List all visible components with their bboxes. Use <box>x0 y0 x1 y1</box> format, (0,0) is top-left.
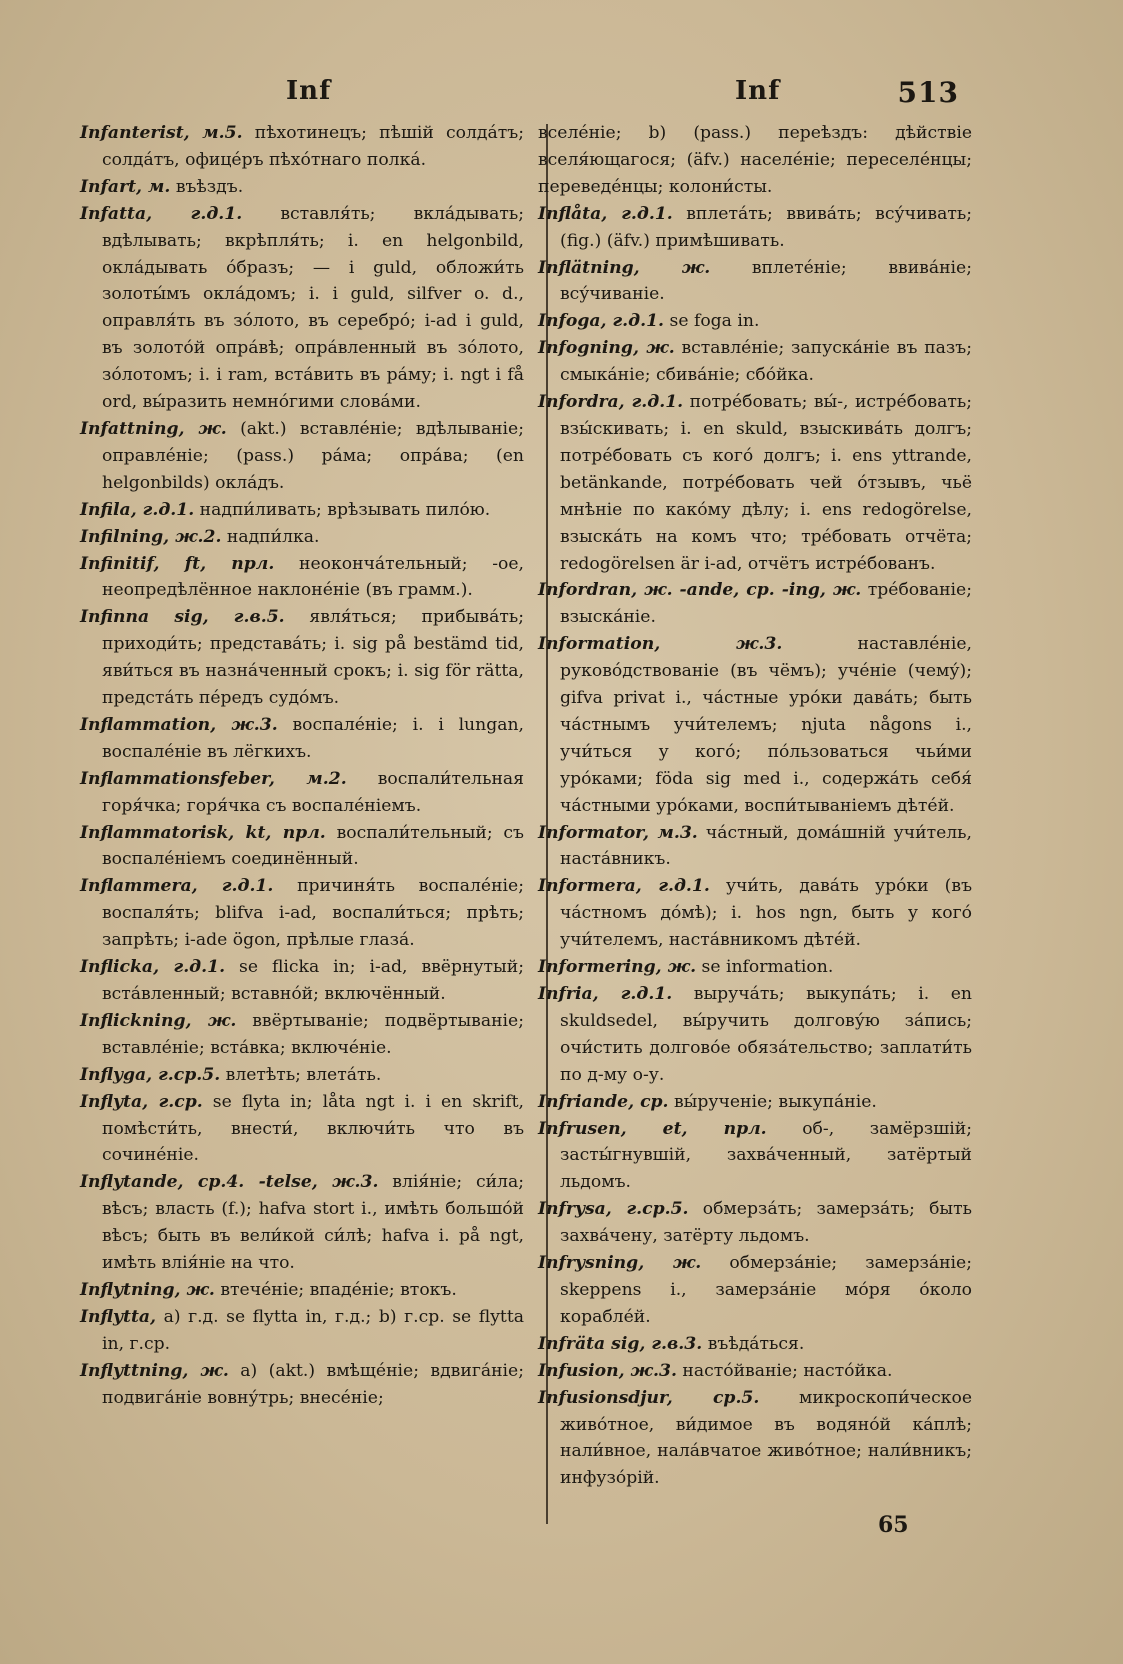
dictionary-entry <box>538 255 972 309</box>
dictionary-entry <box>538 1358 972 1385</box>
dictionary-entry <box>80 497 524 524</box>
dictionary-entry <box>538 201 972 255</box>
entry-headword: Inflyttning, ж. <box>80 1360 229 1381</box>
entry-definition: a) (akt.) вмѣщéніе; вдвига́ніе; подвига́ніе вовну́трь; внесéніе; <box>102 1360 524 1408</box>
dictionary-entry <box>80 1089 524 1170</box>
dictionary-entry <box>538 1196 972 1250</box>
dictionary-entry <box>538 1250 972 1331</box>
entry-headword: Infinitif, ft, прл. <box>80 553 275 574</box>
entry-headword: Inflammation, ж.3. <box>80 714 278 735</box>
dictionary-entry <box>538 954 972 981</box>
dictionary-entry <box>80 954 524 1008</box>
entry-definition: вплетéніе; ввива́ніе; всу́чиваніе. <box>560 257 972 305</box>
entry-definition: (akt.) вставлéніе; вдѣлываніе; оправлéніе; (pass.) ра́ма; опра́ва; (en helgonbilds) окла́дъ. <box>102 418 524 493</box>
entry-headword: Infusion, ж.3. <box>538 1360 677 1381</box>
entry-definition: влія́ніе; си́ла; вѣсъ; власть (f.); hafva stort i., имѣть большо́й вѣсъ; быть въ вели́кой си́лѣ; hafva i. på ngt, имѣть влія́ніе на что. <box>102 1172 524 1274</box>
page-number: 513 <box>897 76 959 109</box>
entry-definition: пѣхотинецъ; пѣшій солдáтъ; солдáтъ, офицéръ пѣхóтнаго полкá. <box>102 123 524 170</box>
entry-definition: влетѣть; влета́ть. <box>220 1064 382 1085</box>
entry-definition: об-, замёрзшій; засты́гнувшій, захва́ченный, затёртый льдомъ. <box>560 1118 972 1193</box>
entry-headword: Infrysa, г.ср.5. <box>538 1199 689 1220</box>
entry-headword: Infordran, ж. -ande, ср. -ing, ж. <box>538 580 862 601</box>
entry-headword: Inflicka, г.д.1. <box>80 957 226 978</box>
dictionary-entry <box>80 766 524 820</box>
entry-headword: Inflickning, ж. <box>80 1010 237 1031</box>
dictionary-entry <box>538 308 972 335</box>
entry-headword: Infoga, г.д.1. <box>538 311 665 332</box>
entry-definition: ча́стный, дома́шній учи́тель, наста́вникъ. <box>560 822 972 870</box>
entry-definition: въѣздъ. <box>170 176 244 197</box>
dictionary-entry <box>80 551 524 605</box>
entry-headword: Informering, ж. <box>538 957 697 978</box>
entry-headword: Informator, м.3. <box>538 822 698 843</box>
entry-headword: Inflammera, г.д.1. <box>80 876 274 897</box>
dictionary-entry <box>538 577 972 631</box>
dictionary-entry <box>538 1331 972 1358</box>
entry-definition: вставля́ть; вкла́дывать; вдѣлывать; вкрѣпля́ть; i. en helgonbild, окла́дывать óбразъ; — i guld, обложи́ть золоты́мъ окла́домъ; i. i guld, silfver o. d., оправля́ть въ зóлото, въ серебрó; i-ad i guld, въ золото́й опра́вѣ; опра́вленный въ зóлото, зóлотомъ; i. i ram, вста́вить въ ра́му; i. ngt i få ord, вы́разить немнóгими словáми. <box>102 203 524 413</box>
right-column <box>538 120 972 1492</box>
entry-definition: надпи́лка. <box>221 526 320 547</box>
entry-headword: Infrusen, et, прл. <box>538 1118 767 1139</box>
entry-headword: Infräta sig, г.в.3. <box>538 1333 703 1354</box>
dictionary-entry <box>538 1089 972 1116</box>
entry-headword: Infinna sig, г.в.5. <box>80 607 285 628</box>
entry-definition: насто́йваніе; насто́йка. <box>676 1360 893 1381</box>
dictionary-entry <box>80 174 524 201</box>
entry-headword: Infria, г.д.1. <box>538 984 673 1004</box>
entry-definition: вселéніе; b) (pass.) переѣздъ: дѣйствіе вселя́ющагося; (äfv.) населéніе; переселéнцы; переведéнцы; колони́сты. <box>538 123 972 197</box>
dictionary-entry <box>80 604 524 712</box>
entry-headword: Inflyta, г.ср. <box>80 1091 203 1112</box>
entry-definition: вставлéніе; запуска́ніе въ пазъ; смыка́ніе; сбива́ніе; сбо́йка. <box>560 338 972 386</box>
entry-headword: Inflytta, <box>80 1306 157 1327</box>
entry-definition: вы́рученіе; выкупа́ніе. <box>668 1091 877 1112</box>
entry-definition: наставлéніе, руковóдствованіе (въ чёмъ); учéніе (чему́); gifva privat i., ча́стные уро́ки дава́ть; быть ча́стнымъ учи́телемъ; njuta någons i., учи́ться у кого́; по́льзоваться чьи́ми уро́ками; föda sig med i., содержа́ть себя́ ча́стными уро́ками, воспи́тываніемъ дѣтéй. <box>560 634 972 816</box>
entry-definition: se flicka in; i-ad, ввёрнутый; вста́вленный; вставно́й; включённый. <box>102 957 524 1004</box>
entry-headword: Infogning, ж. <box>538 338 675 359</box>
entry-definition: потрéбовать; вы́-, истрéбовать; взы́скивать; i. en skuld, взыскива́ть долгъ; потрéбовать съ кого́ долгъ; i. ens yttrande, betänkande, потрéбовать чей о́тзывъ, чьё мнѣніе по како́му дѣлу; i. ens redogörelse, взыска́ть на комъ что; трéбовать отчёта; redogörelsen är i-ad, отчётъ истрéбованъ. <box>560 392 973 574</box>
dictionary-entry <box>538 981 972 1089</box>
entry-definition: se foga in. <box>664 311 760 332</box>
dictionary-entry <box>80 120 524 174</box>
entry-definition: микроскопи́ческое живо́тное, ви́димое въ водяно́й ка́плѣ; нали́вное, нала́вчатое живо́тное; нали́вникъ; инфузо́рій. <box>560 1387 972 1489</box>
entry-definition: воспали́тельный; съ воспалéніемъ соединённый. <box>102 822 524 870</box>
entry-headword: Inflytning, ж. <box>80 1279 215 1300</box>
header-left-guide-word: Inf <box>286 76 332 106</box>
signature-mark: 65 <box>878 1512 909 1538</box>
dictionary-entry <box>538 335 972 389</box>
entry-definition: ввёртываніе; подвёртываніе; вставлéніе; вста́вка; включéніе. <box>102 1010 524 1058</box>
entry-headword: Infart, м. <box>80 176 171 197</box>
entry-headword: Inflammationsfeber, м.2. <box>80 768 347 789</box>
dictionary-entry <box>538 631 972 819</box>
entry-headword: Inflytande, ср.4. -telse, ж.3. <box>80 1172 379 1193</box>
entry-definition: трéбованіе; взыска́ніе. <box>560 580 972 628</box>
entry-definition: втечéніе; впадéніе; втокъ. <box>214 1279 457 1300</box>
entry-headword: Information, ж.3. <box>538 634 783 655</box>
entry-definition: a) г.д. se flytta in, г.д.; b) г.ср. se flytta in, г.ср. <box>102 1306 524 1354</box>
dictionary-entry <box>538 820 972 874</box>
entry-headword: Inflammatorisk, kt, прл. <box>80 822 326 843</box>
dictionary-entry <box>538 389 972 577</box>
dictionary-entry <box>80 1008 524 1062</box>
dictionary-entry <box>80 1277 524 1304</box>
dictionary-entry <box>80 1169 524 1277</box>
dictionary-entry <box>538 120 972 201</box>
dictionary-entry <box>80 873 524 954</box>
dictionary-entry <box>80 712 524 766</box>
entry-definition: въѣда́ться. <box>702 1333 805 1354</box>
entry-definition: воспалéніе; i. i lungan, воспалéніе въ лёгкихъ. <box>102 714 524 762</box>
entry-definition: se information. <box>696 957 834 978</box>
dictionary-entry <box>80 1304 524 1358</box>
entry-definition: явля́ться; прибыва́ть; приходи́ть; представа́ть; i. sig på bestämd tid, яви́ться въ назна́ченный срокъ; i. sig för rätta, предста́ть пéредъ судóмъ. <box>102 607 524 709</box>
left-column <box>80 120 524 1412</box>
entry-headword: Infatta, г.д.1. <box>80 203 243 224</box>
entry-headword: Informera, г.д.1. <box>538 876 710 897</box>
entry-headword: Inflätning, ж. <box>538 257 711 278</box>
entry-headword: Infilning, ж.2. <box>80 526 222 547</box>
entry-headword: Infusionsdjur, ср.5. <box>538 1387 760 1408</box>
entry-headword: Infanterist, м.5. <box>80 123 243 143</box>
entry-headword: Inflyga, г.ср.5. <box>80 1064 221 1085</box>
entry-headword: Inflåta, г.д.1. <box>538 203 673 224</box>
header-right-guide-word: Inf <box>735 76 781 106</box>
entry-definition: надпи́ливать; врѣзывать пило́ю. <box>194 499 491 520</box>
entry-definition: se flyta in; låta ngt i. i en skrift, помѣсти́ть, внести́, включи́ть что въ сочинéніе. <box>102 1091 525 1166</box>
entry-definition: вплета́ть; ввива́ть; всу́чивать; (fig.) (äfv.) примѣшивать. <box>560 203 972 251</box>
entry-headword: Infila, г.д.1. <box>80 499 195 520</box>
entry-definition: обмерза́ть; замерза́ть; быть захва́чену, затёрту льдомъ. <box>560 1199 972 1247</box>
entry-headword: Infordra, г.д.1. <box>538 392 684 413</box>
dictionary-entry <box>80 820 524 874</box>
entry-definition: воспали́тельная горя́чка; горя́чка съ воспалéніемъ. <box>102 768 524 816</box>
entry-definition: неоконча́тельный; -oe, неопредѣлённое наклонéніе (въ грамм.). <box>102 553 525 601</box>
dictionary-entry <box>80 1358 524 1412</box>
dictionary-entry <box>80 524 524 551</box>
entry-definition: выруча́ть; выкупа́ть; i. en skuldsedel, вы́ручить долгову́ю за́пись; очи́стить долгово́е обяза́тельство; заплати́ть по д-му о-у. <box>560 984 972 1085</box>
entry-headword: Infrysning, ж. <box>538 1253 702 1274</box>
dictionary-entry <box>538 1385 972 1493</box>
dictionary-entry <box>80 201 524 416</box>
entry-headword: Infriande, ср. <box>538 1091 669 1112</box>
entry-definition: обмерза́ніе; замерза́ніе; skeppens i., замерза́ніе мо́ря о́коло корабле́й. <box>560 1253 972 1327</box>
dictionary-entry <box>538 873 972 954</box>
dictionary-entry <box>80 416 524 497</box>
dictionary-entry <box>538 1116 972 1197</box>
entry-definition: причиня́ть воспалéніе; воспаля́ть; blifva i-ad, воспали́ться; прѣть; запрѣть; i-ade ögon, прѣлые глаза́. <box>102 876 524 951</box>
entry-definition: учи́ть, дава́ть уро́ки (въ ча́стномъ до́мѣ); i. hos ngn, быть у кого́ учи́телемъ, наста́вникомъ дѣтéй. <box>560 876 972 951</box>
entry-headword: Infattning, ж. <box>80 418 227 439</box>
dictionary-entry <box>80 1062 524 1089</box>
